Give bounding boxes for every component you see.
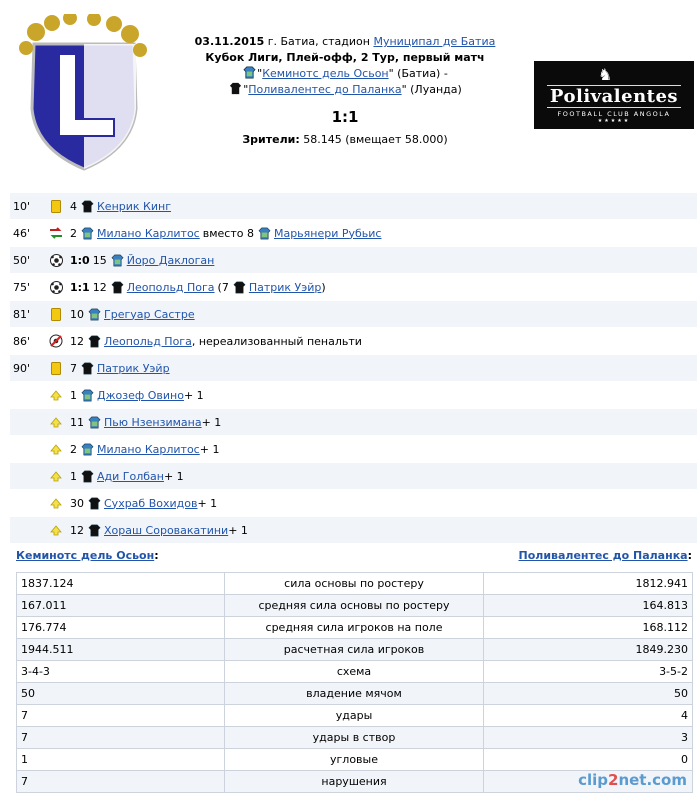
event-row — [10, 301, 697, 328]
goal-ball-icon — [46, 253, 66, 267]
stat-label: удары — [225, 705, 484, 727]
stat-away-value: 1812.941 — [484, 573, 693, 595]
goal-ball-icon — [46, 280, 66, 294]
stat-home-value: 50 — [17, 683, 225, 705]
away-logo-stars: ★★★★★ — [597, 118, 631, 124]
player-number: 7 — [70, 361, 77, 375]
away-team-line: "Поливалентес до Паланка" (Луанда) — [160, 82, 530, 98]
watermark: clip2net.com — [578, 771, 687, 789]
event-row — [10, 463, 697, 490]
yellow-card-icon — [46, 361, 66, 375]
rating-up-icon — [46, 469, 66, 483]
match-date: 03.11.2015 — [194, 35, 265, 48]
event-row — [10, 517, 697, 544]
stat-label: владение мячом — [225, 683, 484, 705]
player-link[interactable]: Леопольд Пога — [126, 280, 215, 294]
stat-away-value: 168.112 — [484, 617, 693, 639]
stats-row — [17, 727, 693, 749]
player-link[interactable]: Пью Нзензимана — [104, 415, 202, 429]
lion-crest-icon: ♞ — [598, 65, 613, 84]
event-row — [10, 274, 697, 301]
player-link[interactable]: Милано Карлитос — [97, 442, 200, 456]
event-minute: 86' — [13, 334, 31, 348]
event-minute: 90' — [13, 361, 31, 375]
stat-home-value: 1944.511 — [17, 639, 225, 661]
stat-home-value: 167.011 — [17, 595, 225, 617]
rating-up-icon — [46, 496, 66, 510]
event-row — [10, 490, 697, 517]
stats-row — [17, 595, 693, 617]
match-header — [0, 0, 697, 188]
event-minute: 75' — [13, 280, 31, 294]
match-stats-table — [16, 572, 693, 793]
stat-label: удары в створ — [225, 727, 484, 749]
away-logo-brand: Polivalentes — [547, 85, 681, 108]
away-kit-icon — [229, 82, 242, 95]
player-link[interactable]: Джозеф Овино — [97, 388, 184, 402]
stat-away-value: 164.813 — [484, 595, 693, 617]
stat-label: средняя сила игроков на поле — [225, 617, 484, 639]
yellow-card-icon — [46, 307, 66, 321]
player-number: 1 — [70, 388, 77, 402]
home-team-link[interactable]: Кеминотс дель Осьон — [262, 67, 389, 80]
event-note: вместо 8 — [202, 226, 254, 240]
player-number: 30 — [70, 496, 84, 510]
away-kit-icon — [81, 362, 94, 375]
event-row — [10, 409, 697, 436]
event-score: 1:1 — [70, 280, 90, 294]
stat-label: сила основы по ростеру — [225, 573, 484, 595]
away-kit-icon — [88, 524, 101, 537]
player-number: 15 — [92, 253, 107, 267]
away-kit-icon — [81, 470, 94, 483]
home-team-line: "Кеминотс дель Осьон" (Батиа) - — [160, 66, 530, 82]
player-number: 1 — [70, 469, 77, 483]
player-number: 2 — [70, 442, 77, 456]
yellow-card-icon — [46, 199, 66, 213]
stats-row — [17, 639, 693, 661]
event-tail: ) — [321, 280, 326, 294]
stat-label: расчетная сила игроков — [225, 639, 484, 661]
match-date-line — [160, 34, 530, 50]
stats-away-team-link[interactable]: Поливалентес до Паланка — [518, 549, 688, 562]
stat-away-value: 50 — [484, 683, 693, 705]
missed-penalty-icon — [46, 334, 66, 348]
stat-away-value: 1849.230 — [484, 639, 693, 661]
event-tail: + 1 — [199, 442, 220, 456]
away-logo-subtitle: FOOTBALL CLUB ANGOLA — [557, 110, 671, 118]
event-row — [10, 193, 697, 220]
stat-home-value: 7 — [17, 705, 225, 727]
event-row — [10, 355, 697, 382]
stat-away-value: 3 — [484, 727, 693, 749]
substitution-icon — [46, 226, 66, 240]
home-kit-icon — [88, 308, 101, 321]
home-kit-icon — [81, 227, 94, 240]
event-tail: + 1 — [228, 523, 248, 537]
rating-up-icon — [46, 442, 66, 456]
event-tail: + 1 — [183, 388, 204, 402]
stat-home-value: 1837.124 — [17, 573, 225, 595]
match-info — [160, 34, 530, 148]
rating-up-icon — [46, 415, 66, 429]
player-link[interactable]: Леопольд Пога — [104, 334, 192, 348]
event-tail: + 1 — [201, 415, 222, 429]
away-kit-icon — [81, 200, 94, 213]
player-link-secondary[interactable]: Патрик Уэйр — [248, 280, 322, 294]
home-kit-icon — [81, 443, 94, 456]
stat-label: угловые — [225, 749, 484, 771]
stadium-link[interactable]: Муниципал де Батиа — [373, 35, 496, 48]
stat-label: нарушения — [225, 771, 484, 793]
home-kit-icon — [111, 254, 124, 267]
stat-home-value: 1 — [17, 749, 225, 771]
stat-away-value: 0 — [484, 749, 693, 771]
stat-label: схема — [225, 661, 484, 683]
event-row — [10, 247, 697, 274]
home-kit-icon — [81, 389, 94, 402]
stats-row — [17, 573, 693, 595]
away-kit-icon — [88, 335, 101, 348]
event-tail: , нереализованный пенальти — [191, 334, 362, 348]
player-link[interactable]: Хораш Соровакатини — [104, 523, 229, 537]
match-place: г. Батиа, стадион — [264, 35, 374, 48]
event-minute: 50' — [13, 253, 31, 267]
player-number: 11 — [70, 415, 84, 429]
competition: Кубок Лиги, Плей-офф, 2 Тур, первый матч — [205, 51, 485, 64]
player-link[interactable]: Милано Карлитос — [97, 226, 200, 240]
player-number: 12 — [92, 280, 107, 294]
player-link[interactable]: Сухраб Вохидов — [104, 496, 198, 510]
away-club-logo — [534, 61, 694, 129]
stat-home-value: 7 — [17, 771, 225, 793]
stats-home-team-link[interactable]: Кеминотс дель Осьон — [16, 549, 155, 562]
stat-home-value: 7 — [17, 727, 225, 749]
player-number: 4 — [70, 199, 77, 213]
away-kit-icon — [111, 281, 124, 294]
rating-up-icon — [46, 523, 66, 537]
away-kit-icon — [233, 281, 246, 294]
player-link[interactable]: Ади Голбан — [97, 469, 164, 483]
player-number: 12 — [70, 523, 84, 537]
event-row — [10, 436, 697, 463]
player-link[interactable]: Кенрик Кинг — [97, 199, 171, 213]
match-score: 1:1 — [331, 108, 359, 126]
away-kit-icon — [88, 497, 101, 510]
home-kit-icon — [258, 227, 271, 240]
match-events — [10, 193, 697, 544]
player-number: 2 — [70, 226, 77, 240]
event-minute: 81' — [13, 307, 31, 321]
stats-row — [17, 661, 693, 683]
player-link-secondary[interactable]: Марьянери Рубьис — [273, 226, 382, 240]
home-kit-icon — [243, 66, 256, 79]
home-club-logo — [14, 14, 152, 174]
stats-row — [17, 705, 693, 727]
player-link[interactable]: Патрик Уэйр — [97, 361, 170, 375]
player-number: 10 — [70, 307, 84, 321]
player-number: 12 — [70, 334, 84, 348]
stat-away-value: 4 — [484, 705, 693, 727]
player-link[interactable]: Грегуар Састре — [104, 307, 195, 321]
event-minute: 10' — [13, 199, 31, 213]
rating-up-icon — [46, 388, 66, 402]
stat-home-value: 176.774 — [17, 617, 225, 639]
stat-label: средняя сила основы по ростеру — [225, 595, 484, 617]
stats-row — [17, 749, 693, 771]
event-row — [10, 382, 697, 409]
event-row — [10, 220, 697, 247]
player-link[interactable]: Йоро Даклоган — [126, 253, 215, 267]
event-note: (7 — [217, 280, 229, 294]
stat-home-value: 3-4-3 — [17, 661, 225, 683]
attendance: Зрители: 58.145 (вмещает 58.000) — [242, 133, 448, 146]
away-team-link[interactable]: Поливалентес до Паланка — [248, 83, 402, 96]
stats-row — [17, 617, 693, 639]
stats-team-header: Кеминотс дель Осьон: Поливалентес до Паланка: — [16, 549, 692, 562]
home-kit-icon — [88, 416, 101, 429]
event-row — [10, 328, 697, 355]
event-score: 1:0 — [70, 253, 90, 267]
event-minute: 46' — [13, 226, 31, 240]
stat-away-value: 3-5-2 — [484, 661, 693, 683]
event-tail: + 1 — [163, 469, 184, 483]
event-tail: + 1 — [197, 496, 218, 510]
stats-row — [17, 683, 693, 705]
